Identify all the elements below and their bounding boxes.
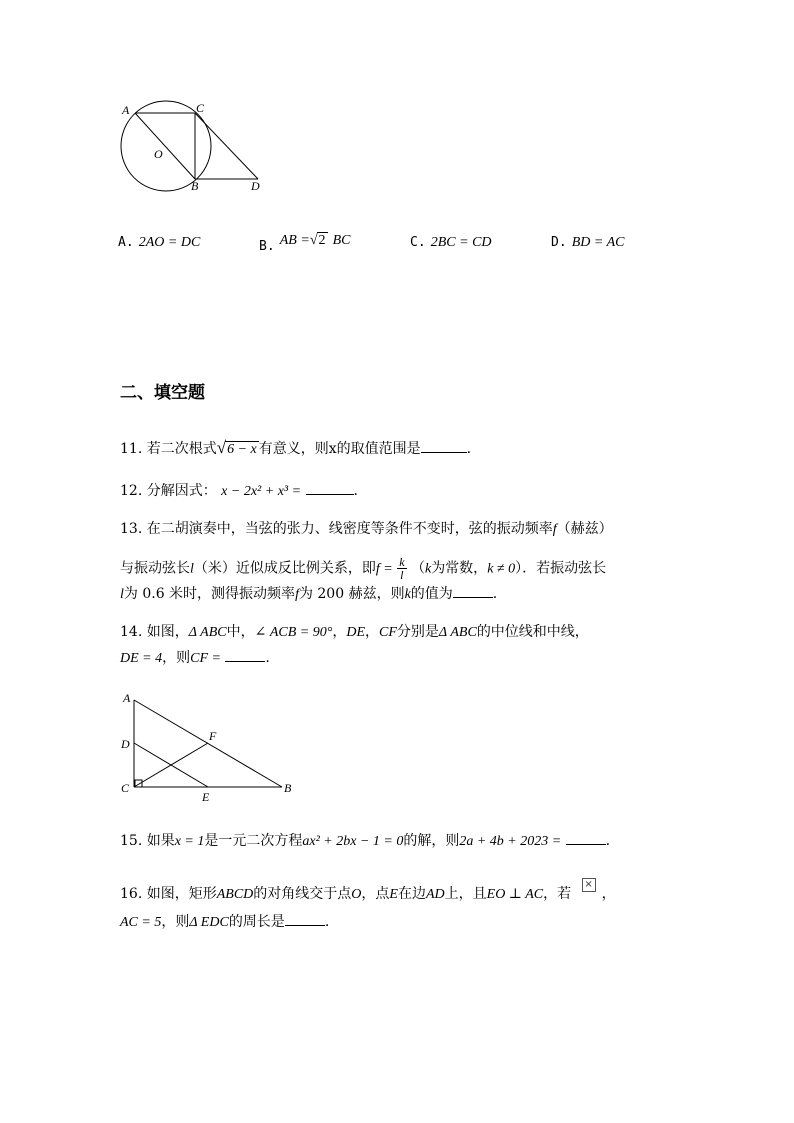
q16-answer-blank[interactable] (285, 911, 325, 926)
q13-answer-blank[interactable] (453, 583, 493, 598)
q14-line1-d: ， (365, 624, 380, 640)
label-a: A (122, 103, 130, 117)
q14-de: DE (346, 625, 366, 640)
q11-number: 11. (120, 441, 143, 457)
q13-line2-k: k (424, 561, 432, 577)
q15-equation: ax² + 2bx − 1 = 0 (302, 834, 404, 849)
q16-number: 16. (120, 886, 143, 902)
q13-frac-num: k (399, 555, 405, 569)
q16-line2-expr: AC = 5 (120, 915, 162, 930)
question-11: 11. 若二次根式√6 − x 有意义，则x的取值范围是 . (120, 438, 472, 457)
label-c: C (196, 101, 205, 115)
q15-expr: 2a + 4b + 2023 = (459, 834, 562, 849)
label-e2: E (202, 790, 210, 804)
q13-line3-a: 为 0.6 米时，测得振动频率 (123, 586, 296, 602)
q13-line2-e: ）．若振动弦长 (515, 560, 607, 577)
q13-line3-k: k (404, 587, 411, 602)
label-d2: D (121, 737, 130, 751)
q14-end: . (265, 650, 270, 666)
label-o: O (154, 147, 163, 161)
q14-line2-cf: CF = (190, 651, 221, 666)
q13-line2-var: l (190, 561, 194, 577)
q13-frac-den: l (400, 568, 404, 582)
option-c-expr: 2BC = CD (430, 235, 492, 250)
q16-o: O (351, 887, 362, 902)
q13-fraction (397, 556, 406, 581)
section-heading: 二、填空题 (120, 383, 205, 403)
segment-ab (135, 113, 195, 179)
q13-line3-f: f (295, 587, 299, 602)
q13-line2-c: （ (410, 560, 425, 577)
q14-line2-expr: DE = 4 (120, 651, 163, 666)
q12-text1: 分解因式： (146, 483, 217, 499)
q16-rect: ABCD (216, 887, 254, 902)
q16-ad: AD (425, 887, 445, 902)
q14-line1-b: 中， (226, 624, 255, 640)
q13-line2-f: f = (375, 561, 393, 577)
triangle-figure (116, 686, 300, 806)
q16-line1-d: 在边 (397, 886, 426, 902)
question-13-line1 (120, 519, 613, 540)
option-c (410, 231, 492, 251)
question-16-line2 (120, 911, 329, 933)
option-b-expr-right: BC (332, 233, 351, 248)
question-15 (120, 830, 610, 852)
option-b-sqrt: 2 (318, 233, 326, 248)
option-d-letter: D. (551, 235, 567, 250)
q13-line2-b: （米）近似成反比例关系，即 (193, 560, 376, 577)
q14-line1-e: 分别是 (396, 624, 439, 640)
q13-line1-var: f (552, 522, 557, 537)
circle-figure (112, 96, 272, 196)
q12-expr: x − 2x² + x³ = (221, 484, 302, 499)
label-b: B (191, 179, 199, 193)
q14-line1-a: 如图， (146, 624, 189, 640)
q14-tri2: Δ ABC (438, 625, 477, 640)
label-b2: B (284, 781, 292, 795)
q14-tri1: Δ ABC (188, 625, 227, 640)
broken-image-icon: × (582, 878, 596, 892)
option-a-expr: 2AO = DC (138, 235, 201, 250)
option-d-expr: BD = AC (571, 235, 625, 250)
question-14-line1 (120, 622, 589, 643)
option-d (551, 231, 625, 251)
option-b: $_{B.}$ AB =√2 BC (259, 233, 351, 254)
q13-line2-cond: k ≠ 0 (487, 561, 516, 577)
q13-number: 13. (120, 521, 143, 537)
question-13-line2 (120, 556, 606, 581)
q12-answer-blank[interactable] (306, 480, 354, 495)
label-a2: A (123, 691, 131, 705)
q15-answer-blank[interactable] (566, 830, 606, 845)
q11-text2: 有意义，则x的取值范围是 (258, 441, 421, 457)
q16-line2-a: ，则 (161, 914, 190, 930)
q13-line1-end: （赫兹） (556, 521, 613, 537)
q16-line1-f: ，若 (543, 886, 572, 902)
q11-end: . (466, 441, 472, 457)
question-12 (120, 480, 358, 502)
q11-text1: 若二次根式 (146, 441, 217, 457)
q16-tri: Δ EDC (189, 915, 229, 930)
q13-line2-d: 为常数， (431, 560, 488, 577)
q11-radicand: 6 − x (227, 442, 257, 457)
q13-end: . (492, 586, 498, 602)
q13-line3-b: 为 200 赫兹，则 (298, 586, 405, 602)
question-14-line2 (120, 647, 270, 669)
q15-number: 15. (120, 833, 143, 849)
q16-line2-b: 的周长是 (228, 914, 285, 930)
question-13-line3 (120, 583, 497, 605)
label-c2: C (121, 781, 130, 795)
label-f2: F (209, 729, 217, 743)
q14-cf: CF (379, 625, 397, 640)
option-b-expr-left: AB = (279, 233, 310, 248)
question-16-line1 (120, 879, 616, 905)
q16-line1-e: 上，且 (444, 886, 487, 902)
option-c-letter: C. (410, 235, 426, 250)
q16-perp: EO ⊥ AC (486, 887, 544, 902)
option-a-letter: A. (118, 235, 134, 250)
q15-cond: x = 1 (174, 834, 205, 849)
q12-number: 12. (120, 483, 143, 499)
q13-line1: 在二胡演奏中，当弦的张力、线密度等条件不变时，弦的振动频率 (146, 521, 553, 537)
q14-angle: ∠ ACB = 90° (254, 625, 333, 640)
q13-line3-var: l (120, 587, 124, 602)
q16-end: . (324, 914, 330, 930)
q14-line1-f: 的中位线和中线， (476, 624, 589, 640)
q15-end: . (605, 833, 611, 849)
q14-line1-c: ， (332, 624, 347, 640)
q15-text3: 的解，则 (403, 833, 460, 849)
q16-line1-c: ，点 (361, 886, 390, 902)
q11-answer-blank[interactable] (421, 438, 467, 453)
q16-line1-b: 的对角线交于点 (253, 886, 352, 902)
q14-line2-a: ，则 (162, 650, 191, 666)
option-a (118, 231, 200, 251)
option-b-letter: B. (259, 239, 275, 254)
q15-text2: 是一元二次方程 (204, 833, 303, 849)
q14-number: 14. (120, 624, 143, 640)
q16-line1-g: ， (601, 886, 616, 902)
q13-line3-c: 的值为 (410, 586, 453, 602)
label-d: D (251, 179, 260, 193)
q15-text1: 如果 (146, 833, 175, 849)
q12-end: . (353, 483, 358, 499)
q14-answer-blank[interactable] (225, 647, 265, 662)
q13-line2-a: 与振动弦长 (120, 560, 190, 577)
q16-e: E (389, 887, 398, 902)
q16-line1-a: 如图，矩形 (146, 886, 217, 902)
